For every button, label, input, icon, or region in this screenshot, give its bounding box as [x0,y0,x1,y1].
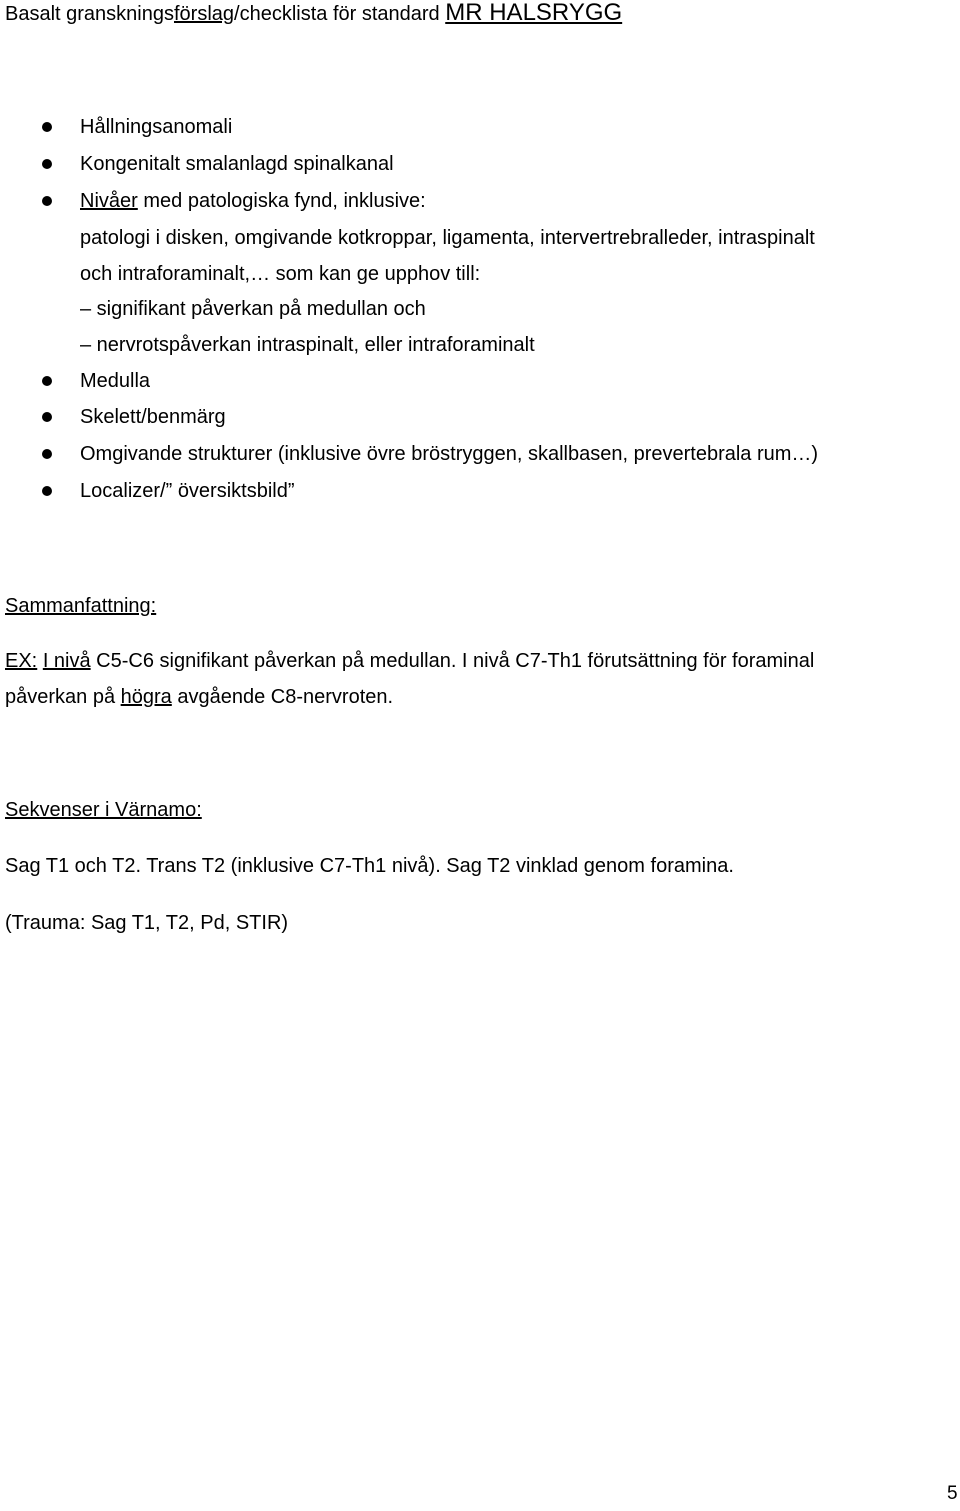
checklist-item-nivaer-continuation: patologi i disken, omgivande kotkroppar, ligamenta, intervertrebralleder, intraspinalt [80,227,815,249]
example-label: EX: [5,650,38,672]
checklist-subitem-medullan: – signifikant påverkan på medullan och [80,298,426,320]
checklist-item-nivaer-continuation: och intraforaminalt,… som kan ge upphov till: [80,263,481,285]
page-number: 5 [947,1483,958,1504]
checklist-item-nivaer [80,188,426,214]
bullet-icon [42,449,52,459]
bullet-icon [42,159,52,169]
example-hogra: högra [120,686,172,708]
bullet-icon [42,376,52,386]
example-niva: I nivå [42,650,91,672]
standard-name: MR HALSRYGG [445,0,623,26]
checklist-item-localizer: Localizer/” översiktsbild” [80,480,295,502]
bullet-icon [42,196,52,206]
example-rest: C5-C6 signifikant påverkan på medullan. I nivå C7-Th1 förutsättning för foraminal [90,650,815,672]
example-line2-suffix: avgående C8-nervroten. [171,686,394,708]
sequences-trauma-line: (Trauma: Sag T1, T2, Pd, STIR) [5,912,289,934]
sequences-heading: Sekvenser i Värnamo: [5,799,202,821]
summary-example-continuation [5,684,393,710]
title-prefix: Basalt gransknings [5,3,174,25]
checklist-item-medulla: Medulla [80,370,151,392]
checklist-item-skelett: Skelett/benmärg [80,406,226,428]
nivaer-underlined: Nivåer [80,190,138,212]
nivaer-rest: med patologiska fynd, inklusive: [137,190,426,212]
sequences-line: Sag T1 och T2. Trans T2 (inklusive C7-Th1 nivå). Sag T2 vinklad genom foramina. [5,855,734,877]
bullet-icon [42,486,52,496]
title-underlined-word: förslag [173,3,235,25]
example-line2-prefix: påverkan på [5,686,121,708]
bullet-icon [42,412,52,422]
checklist-item-omgivande: Omgivande strukturer (inklusive övre bröstryggen, skallbasen, prevertebrala rum…) [80,443,819,465]
checklist-item-kongenitalt: Kongenitalt smalanlagd spinalkanal [80,153,394,175]
title-middle: /checklista för standard [234,3,446,25]
summary-heading: Sammanfattning: [5,595,157,617]
page-title [5,0,622,27]
checklist-item-hallningsanomali: Hållningsanomali [80,116,233,138]
checklist-subitem-nervrot: – nervrotspåverkan intraspinalt, eller intraforaminalt [80,334,535,356]
summary-example-line [5,648,814,674]
bullet-icon [42,122,52,132]
